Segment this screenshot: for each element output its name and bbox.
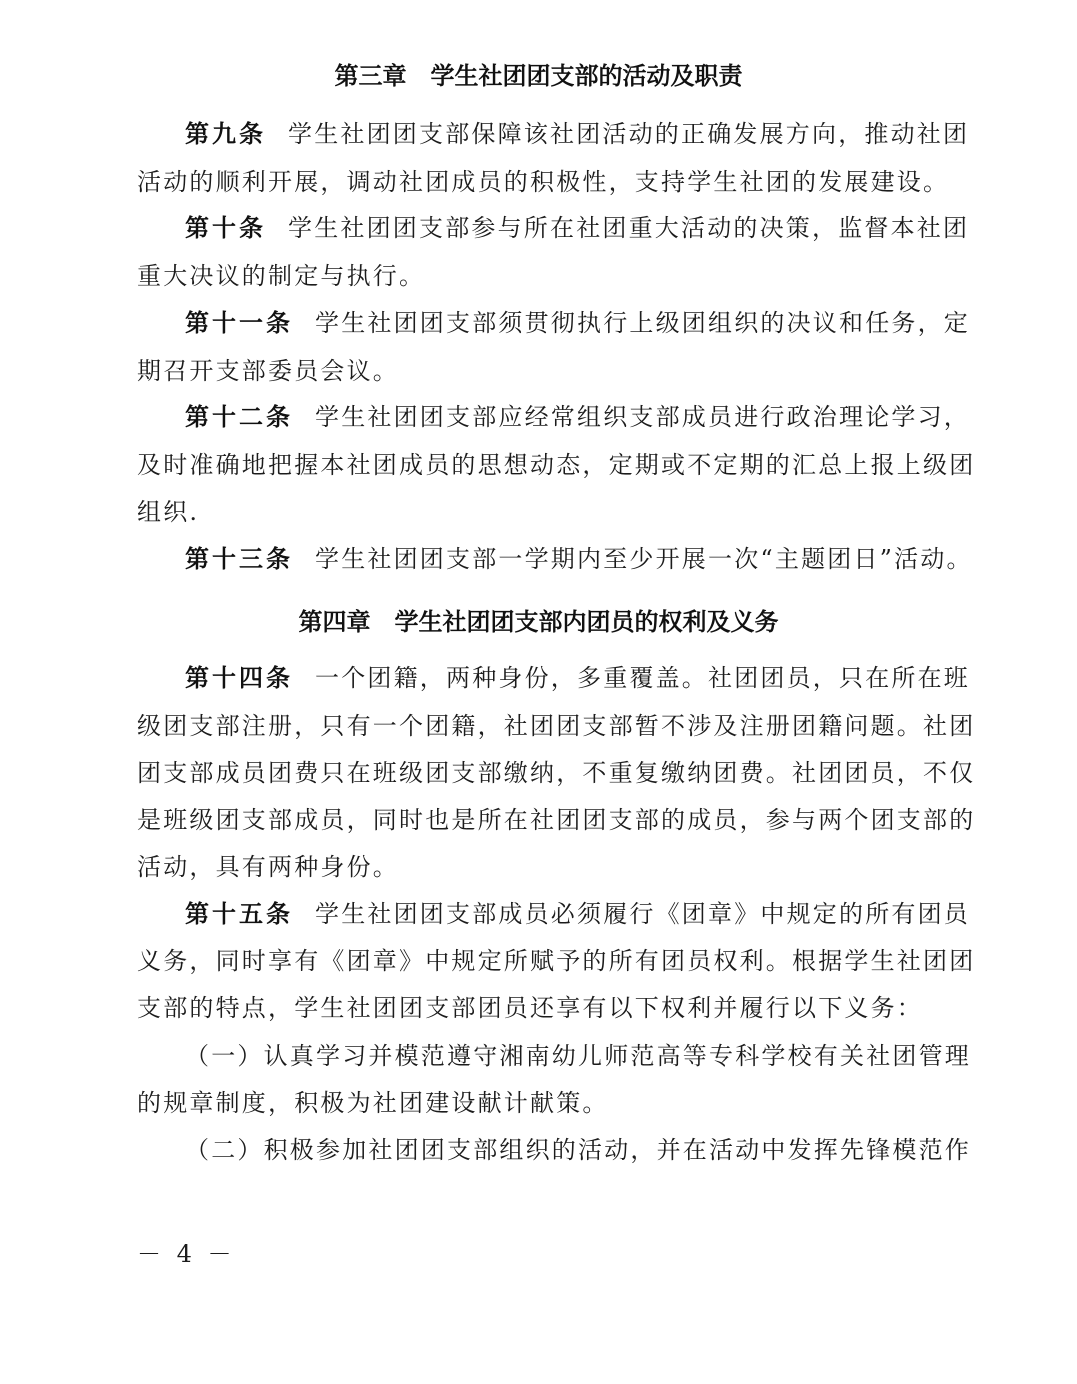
article-15-label: 第十五条 <box>185 900 293 928</box>
item-1-line-1: （一）认真学习并模范遵守湘南幼儿师范高等专科学校有关社团管理 <box>185 1042 971 1070</box>
article-14-line-5: 活动，具有两种身份。 <box>137 853 399 881</box>
item-1-line-2: 的规章制度，积极为社团建设献计献策。 <box>137 1089 609 1117</box>
article-10-line-2: 重大决议的制定与执行。 <box>137 262 426 290</box>
article-12-line-2: 及时准确地把握本社团成员的思想动态，定期或不定期的汇总上报上级团 <box>137 451 976 479</box>
article-10-text-1: 学生社团团支部参与所在社团重大活动的决策，监督本社团 <box>288 214 970 242</box>
article-15-line-2: 义务，同时享有《团章》中规定所赋予的所有团员权利。根据学生社团团 <box>137 947 976 975</box>
page-number: － 4 － <box>137 1240 236 1268</box>
article-13-label: 第十三条 <box>185 545 293 573</box>
article-13-text-1: 学生社团团支部一学期内至少开展一次“主题团日”活动。 <box>315 545 973 573</box>
article-14-line-1 <box>185 662 970 694</box>
article-14-text-1: 一个团籍，两种身份，多重覆盖。社团团员，只在所在班 <box>315 664 970 692</box>
chapter-3-heading: 第三章 学生社团团支部的活动及职责 <box>334 62 743 90</box>
article-12-label: 第十二条 <box>185 403 293 431</box>
article-11-text-1: 学生社团团支部须贯彻执行上级团组织的决议和任务，定 <box>315 309 970 337</box>
chapter-4-heading: 第四章 学生社团团支部内团员的权利及义务 <box>298 608 779 636</box>
article-9-label: 第九条 <box>185 120 266 148</box>
article-9-line-1 <box>185 118 970 150</box>
article-11-line-2: 期召开支部委员会议。 <box>137 357 399 385</box>
article-11-line-1 <box>185 307 970 339</box>
article-10-label: 第十条 <box>185 214 266 242</box>
article-9-text-1: 学生社团团支部保障该社团活动的正确发展方向，推动社团 <box>288 120 970 148</box>
article-12-line-3: 组织. <box>137 498 200 526</box>
article-11-label: 第十一条 <box>185 309 293 337</box>
article-13-line-1 <box>185 543 973 575</box>
article-14-line-2: 级团支部注册，只有一个团籍，社团团支部暂不涉及注册团籍问题。社团 <box>137 712 976 740</box>
article-15-line-3: 支部的特点，学生社团团支部团员还享有以下权利并履行以下义务： <box>137 994 923 1022</box>
article-12-line-1 <box>185 401 970 433</box>
article-15-text-1: 学生社团团支部成员必须履行《团章》中规定的所有团员 <box>315 900 970 928</box>
article-12-text-1: 学生社团团支部应经常组织支部成员进行政治理论学习， <box>315 403 970 431</box>
article-14-line-4: 是班级团支部成员，同时也是所在社团团支部的成员，参与两个团支部的 <box>137 806 976 834</box>
article-15-line-1 <box>185 898 970 930</box>
article-14-label: 第十四条 <box>185 664 293 692</box>
item-2-line-1: （二）积极参加社团团支部组织的活动，并在活动中发挥先锋模范作 <box>185 1136 971 1164</box>
article-10-line-1 <box>185 212 970 244</box>
article-9-line-2: 活动的顺利开展，调动社团成员的积极性，支持学生社团的发展建设。 <box>137 168 950 196</box>
article-14-line-3: 团支部成员团费只在班级团支部缴纳，不重复缴纳团费。社团团员，不仅 <box>137 759 976 787</box>
